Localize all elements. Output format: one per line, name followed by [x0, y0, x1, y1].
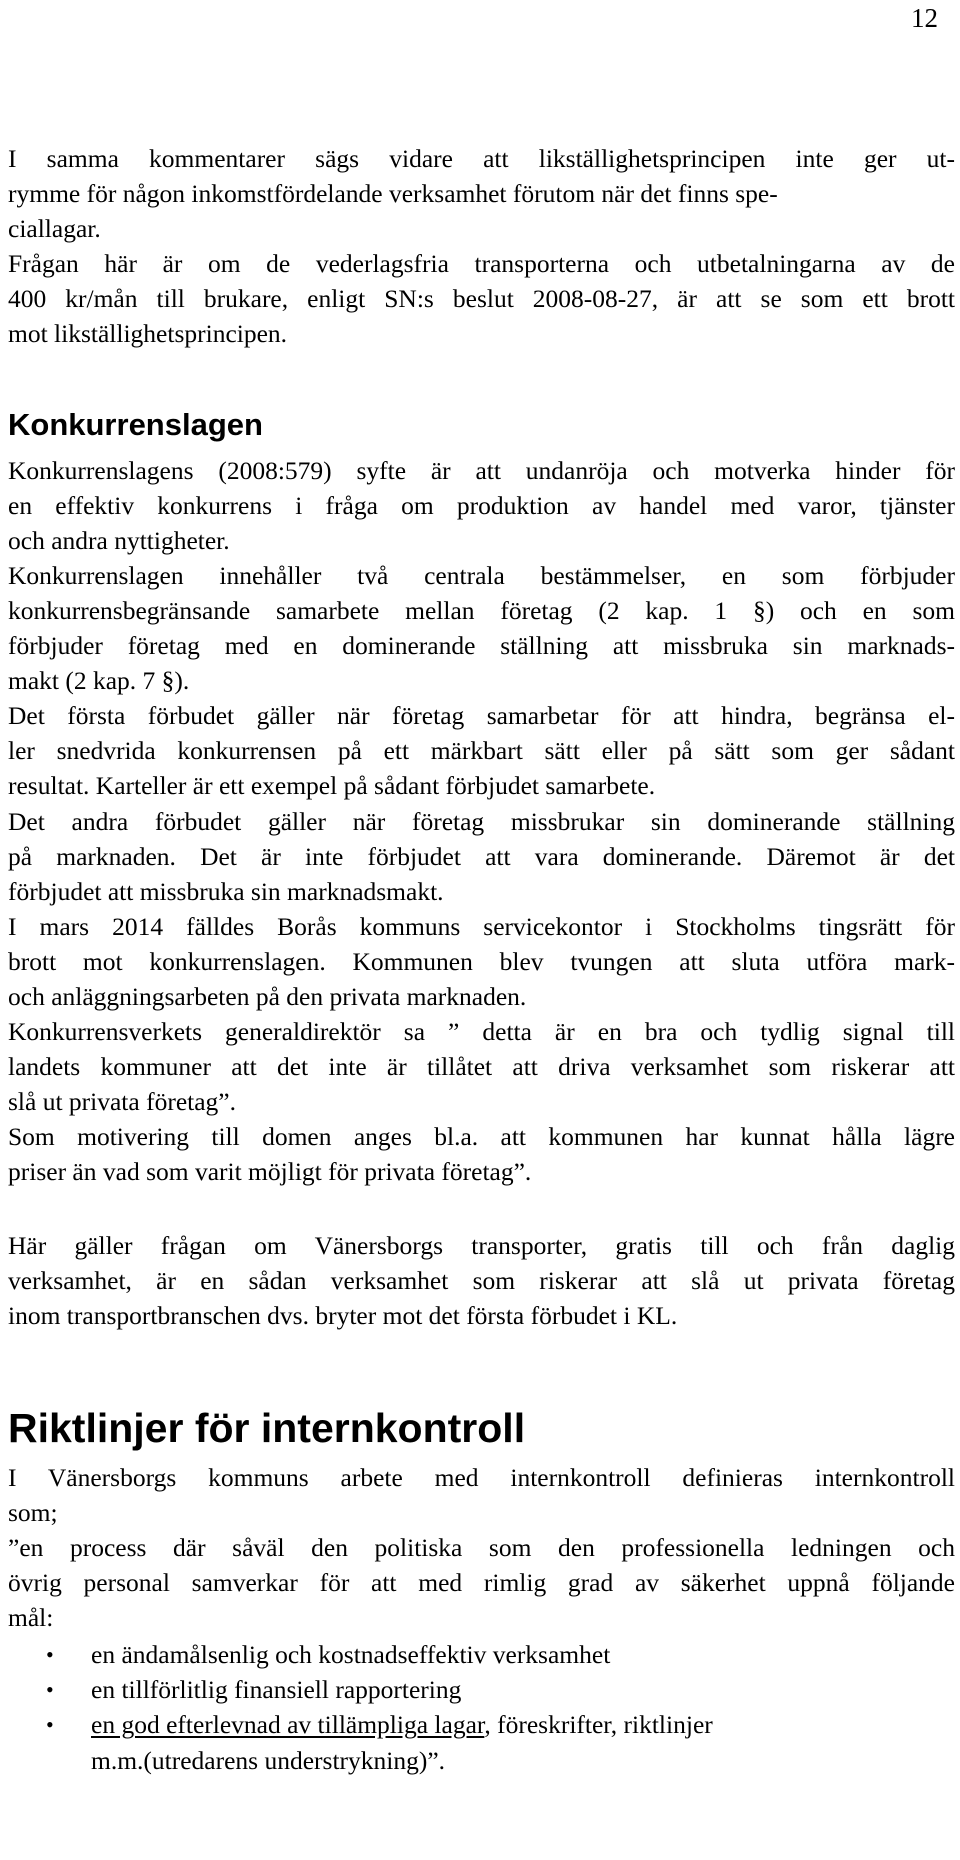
list-item-text: [91, 1707, 955, 1742]
text-line: Här gäller frågan om Vänersborgs transporter, gratis till och från daglig: [8, 1230, 955, 1260]
paragraph-bestammelser: [8, 558, 955, 698]
intro-paragraph: [8, 141, 955, 352]
page-number: 12: [911, 3, 938, 33]
underlined-text: en god efterlevnad av tillämpliga lagar: [91, 1710, 485, 1740]
text-line: I samma kommentarer sägs vidare att likställighetsprincipen inte ger ut-: [8, 144, 955, 173]
text-line: Det första förbudet gäller när företag samarbetar för att hindra, begränsa el-: [8, 701, 955, 731]
text-line: som;: [8, 1497, 58, 1527]
text-line: mot likställighetsprincipen.: [8, 319, 288, 349]
text-line: rymme för någon inkomstfördelande verksamhet förutom när det finns spe-: [8, 179, 778, 209]
text-line: mål:: [8, 1603, 54, 1633]
text-line: Konkurrensverkets generaldirektör sa ” detta är en bra och tydlig signal till: [8, 1017, 955, 1047]
text-line: priser än vad som varit möjligt för privata företag”.: [8, 1157, 532, 1187]
list-item: [8, 1672, 955, 1707]
document-body: [8, 141, 955, 1778]
paragraph-syfte: [8, 453, 955, 558]
text-line: ”en process där såväl den politiska som den professionella ledningen och: [8, 1533, 955, 1562]
text-line: Konkurrenslagen innehåller två centrala bestämmelser, en som förbjuder: [8, 560, 955, 590]
paragraph-process: [8, 1530, 955, 1635]
text-line: ler snedvrida konkurrensen på ett märkbart sätt eller på sätt som ger sådant: [8, 736, 955, 766]
paragraph-forsta-forbudet: [8, 698, 955, 803]
text-line: landets kommuner att det inte är tillåtet att driva verksamhet som riskerar att: [8, 1052, 955, 1082]
text-line: ciallagar.: [8, 214, 101, 244]
section-heading-internkontroll: Riktlinjer för internkontroll: [8, 1404, 526, 1451]
list-item-text-rest: , föreskrifter, riktlinjer: [484, 1710, 713, 1740]
list-item: [8, 1637, 955, 1672]
text-line: en effektiv konkurrens i fråga om produktion av handel med varor, tjänster: [8, 490, 955, 520]
text-line: brott mot konkurrenslagen. Kommunen blev tvungen att sluta utföra mark-: [8, 946, 955, 976]
text-line: förbjudet att missbruka sin marknadsmakt.: [8, 876, 444, 906]
text-line: förbjuder företag med en dominerande ställning att missbruka sin marknads-: [8, 631, 955, 661]
bullet-icon: •: [46, 1712, 54, 1738]
section-heading-konkurrenslagen: Konkurrenslagen: [8, 406, 263, 442]
goals-list: [8, 1637, 955, 1777]
paragraph-motivering: [8, 1119, 955, 1189]
list-item-text-continued: m.m.(utredarens understrykning)”.: [91, 1745, 446, 1775]
text-line: resultat. Karteller är ett exempel på sådant förbjudet samarbete.: [8, 771, 656, 801]
text-line: verksamhet, är en sådan verksamhet som riskerar att slå ut privata företag: [8, 1265, 955, 1295]
text-line: 400 kr/mån till brukare, enligt SN:s beslut 2008-08-27, är att se som ett brott: [8, 284, 955, 314]
text-line: konkurrensbegränsande samarbete mellan företag (2 kap. 1 §) och en som: [8, 595, 955, 625]
text-line: och anläggningsarbeten på den privata marknaden.: [8, 981, 527, 1011]
paragraph-boras: [8, 909, 955, 1014]
text-line: inom transportbranschen dvs. bryter mot det första förbudet i KL.: [8, 1300, 678, 1330]
list-item-text: en tillförlitlig finansiell rapportering: [91, 1675, 462, 1705]
bullet-icon: •: [46, 1677, 54, 1703]
text-line: övrig personal samverkar för att med rimlig grad av säkerhet uppnå följande: [8, 1568, 955, 1598]
text-line: Konkurrenslagens (2008:579) syfte är att undanröja och motverka hinder för: [8, 455, 955, 485]
paragraph-vanersborg-transporter: [8, 1228, 955, 1333]
list-item-text: en ändamålsenlig och kostnadseffektiv verksamhet: [91, 1640, 611, 1670]
text-line: I mars 2014 fälldes Borås kommuns servicekontor i Stockholms tingsrätt för: [8, 911, 955, 941]
paragraph-definition: [8, 1460, 955, 1530]
text-line: på marknaden. Det är inte förbjudet att vara dominerande. Däremot är det: [8, 841, 955, 871]
paragraph-generaldirektor: [8, 1014, 955, 1119]
text-line: och andra nyttigheter.: [8, 525, 230, 555]
text-line: Som motivering till domen anges bl.a. att kommunen har kunnat hålla lägre: [8, 1122, 955, 1152]
text-line: makt (2 kap. 7 §).: [8, 666, 190, 696]
text-line: I Vänersborgs kommuns arbete med internkontroll definieras internkontroll: [8, 1462, 955, 1492]
paragraph-andra-forbudet: [8, 804, 955, 909]
text-line: Frågan här är om de vederlagsfria transporterna och utbetalningarna av de: [8, 249, 955, 279]
list-item: [8, 1707, 955, 1777]
text-line: slå ut privata företag”.: [8, 1087, 236, 1117]
text-line: Det andra förbudet gäller när företag missbrukar sin dominerande ställning: [8, 806, 955, 836]
bullet-icon: •: [46, 1642, 54, 1668]
